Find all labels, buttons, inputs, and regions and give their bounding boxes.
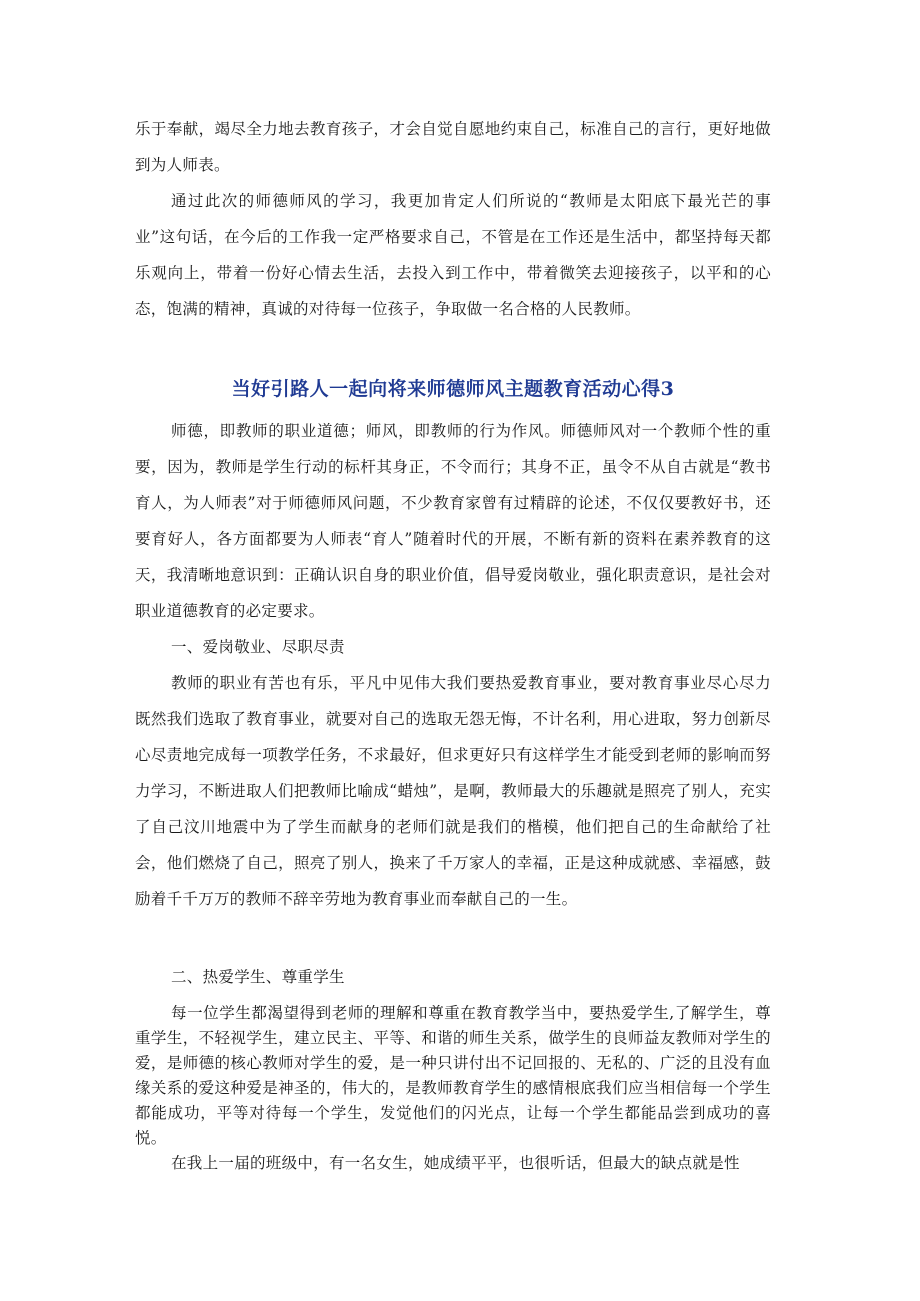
section-heading: 当好引路人一起向将来师德师风主题教育活动心得3	[231, 378, 675, 400]
paragraph-reflection: 通过此次的师德师风的学习，我更加肯定人们所说的“教师是太阳底下最光芒的事业”这句话，在今后的工作我一定严格要求自己，不管是在工作还是生活中，都坚持每天都乐观向上，带着一份好心情去生活，去投入到工作中，带着微笑去迎接孩子，以平和的心态，饱满的精神，真诚的对待每一位孩子，争取做一名合格的人民教师。	[135, 192, 771, 318]
paragraph-intro: 师德，即教师的职业道德；师风，即教师的行为作风。师德师风对一个教师个性的重要，因为，教师是学生行动的标杆其身正，不令而行；其身不正，虽令不从自古就是“教书育人，为人师表”对于师德师风问题，不少教育家曾有过精辟的论述，不仅仅要教好书，还要育好人，各方面都要为人师表“育人”随着时代的开展，不断有新的资料在素养教育的这天，我清晰地意识到：正确认识自身的职业价值，倡导爱岗敬业，强化职责意识，是社会对职业道德教育的必定要求。	[135, 422, 771, 620]
paragraph-love-students: 每一位学生都渴望得到老师的理解和尊重在教育教学当中，要热爱学生,了解学生，尊重学生，不轻视学生，建立民主、平等、和谐的师生关系，做学生的良师益友教师对学生的爱，是师德的核心教师对学生的爱，是一种只讲付出不记回报的、无私的、广泛的且没有血缘关系的爱这种爱是神圣的，伟大的，是教师教育学生的感情根底我们应当相信每一个学生都能成功，平等对待每一个学生，发觉他们的闪光点，让每一个学生都能品尝到成功的喜悦。	[135, 1004, 771, 1147]
paragraph-story: 在我上一届的班级中，有一名女生，她成绩平平，也很听话，但最大的缺点就是性	[171, 1154, 740, 1172]
subheading-love-students: 二、热爱学生、尊重学生	[171, 968, 345, 986]
subheading-dedication: 一、爱岗敬业、尽职尽责	[171, 638, 345, 656]
paragraph-dedication: 教师的职业有苦也有乐，平凡中见伟大我们要热爱教育事业，要对教育事业尽心尽力既然我们选取了教育事业，就要对自己的选取无怨无悔，不计名利，用心进取，努力创新尽心尽责地完成每一项教学任务，不求最好，但求更好只有这样学生才能受到老师的影响而努力学习，不断进取人们把教师比喻成“蜡烛”，是啊，教师最大的乐趣就是照亮了别人，充实了自己汶川地震中为了学生而献身的老师们就是我们的楷模，他们把自己的生命献给了社会，他们燃烧了自己，照亮了别人，换来了千万家人的幸福，正是这种成就感、幸福感，鼓励着千千万万的教师不辞辛劳地为教育事业而奉献自己的一生。	[135, 674, 771, 908]
paragraph-continuation: 乐于奉献，竭尽全力地去教育孩子，才会自觉自愿地约束自己，标准自己的言行，更好地做到为人师表。	[135, 120, 771, 174]
